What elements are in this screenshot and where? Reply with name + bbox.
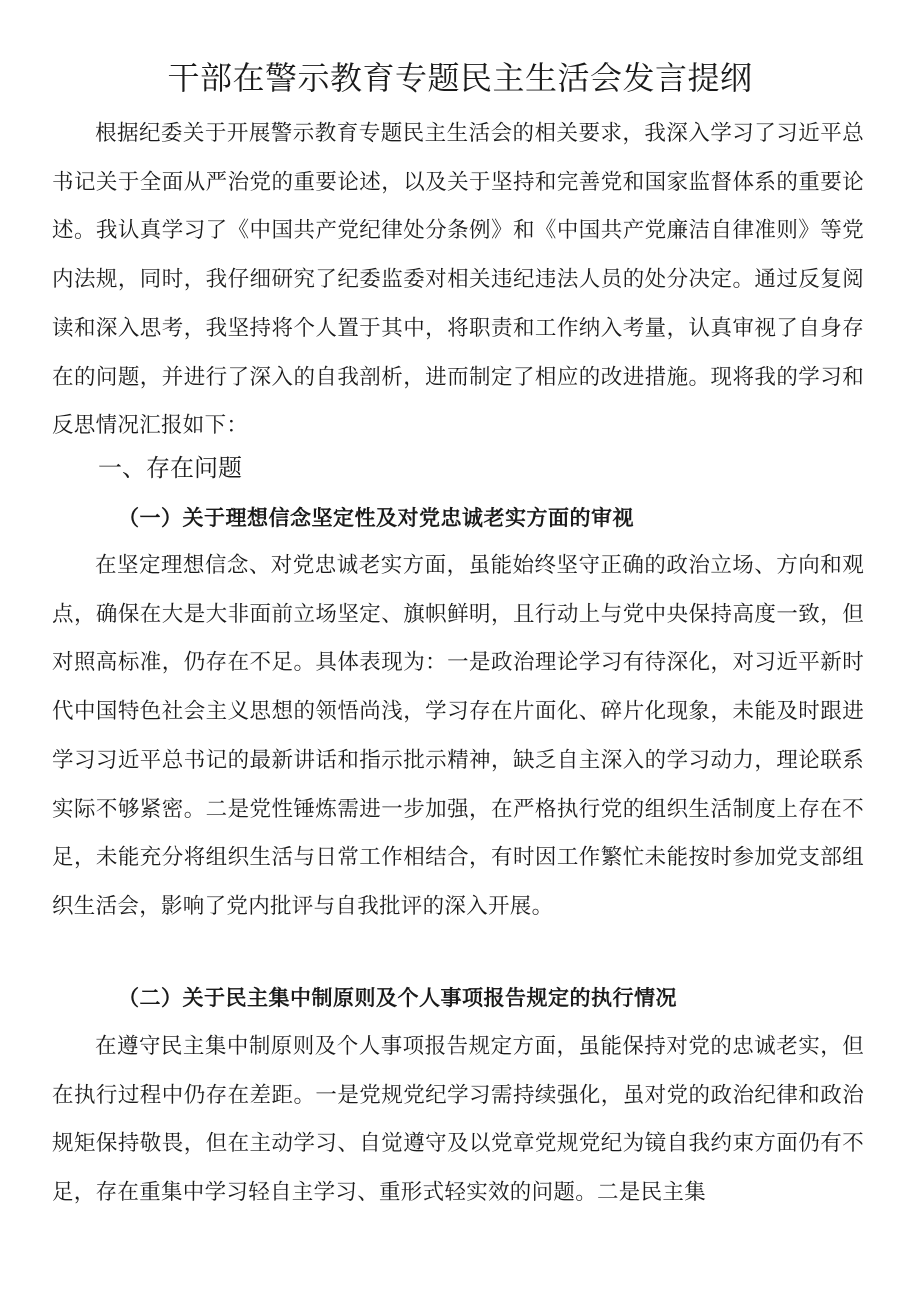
- subsection-1-paragraph: 在坚定理想信念、对党忠诚老实方面，虽能始终坚守正确的政治立场、方向和观点，确保在大是大非面前立场坚定、旗帜鲜明，且行动上与党中央保持高度一致，但对照高标准，仍存在不足。具体表现为：一是政治理论学习有待深化，对习近平新时代中国特色社会主义思想的领悟尚浅，学习存在片面化、碎片化现象，未能及时跟进学习习近平总书记的最新讲话和指示批示精神，缺乏自主深入的学习动力，理论联系实际不够紧密。二是党性锤炼需进一步加强，在严格执行党的组织生活制度上存在不足，未能充分将组织生活与日常工作相结合，有时因工作繁忙未能按时参加党支部组织生活会，影响了党内批评与自我批评的深入开展。: [52, 553, 864, 919]
- subsection-heading-1: （一）关于理想信念坚定性及对党忠诚老实方面的审视: [118, 505, 634, 530]
- section-heading-problems: 一、存在问题: [98, 454, 242, 482]
- document-title: 干部在警示教育专题民主生活会发言提纲: [167, 59, 753, 97]
- subsection-heading-2: （二）关于民主集中制原则及个人事项报告规定的执行情况: [118, 985, 677, 1010]
- subsection-2-paragraph: 在遵守民主集中制原则及个人事项报告规定方面，虽能保持对党的忠诚老实，但在执行过程中仍存在差距。一是党规党纪学习需持续强化，虽对党的政治纪律和政治规矩保持敬畏，但在主动学习、自觉遵守及以党章党规党纪为镜自我约束方面仍有不足，存在重集中学习轻自主学习、重形式轻实效的问题。二是民主集: [52, 1034, 864, 1206]
- intro-paragraph: 根据纪委关于开展警示教育专题民主生活会的相关要求，我深入学习了习近平总书记关于全面从严治党的重要论述，以及关于坚持和完善党和国家监督体系的重要论述。我认真学习了《中国共产党纪律处分条例》和《中国共产党廉洁自律准则》等党内法规，同时，我仔细研究了纪委监委对相关违纪违法人员的处分决定。通过反复阅读和深入思考，我坚持将个人置于其中，将职责和工作纳入考量，认真审视了自身存在的问题，并进行了深入的自我剖析，进而制定了相应的改进措施。现将我的学习和反思情况汇报如下：: [52, 121, 864, 439]
